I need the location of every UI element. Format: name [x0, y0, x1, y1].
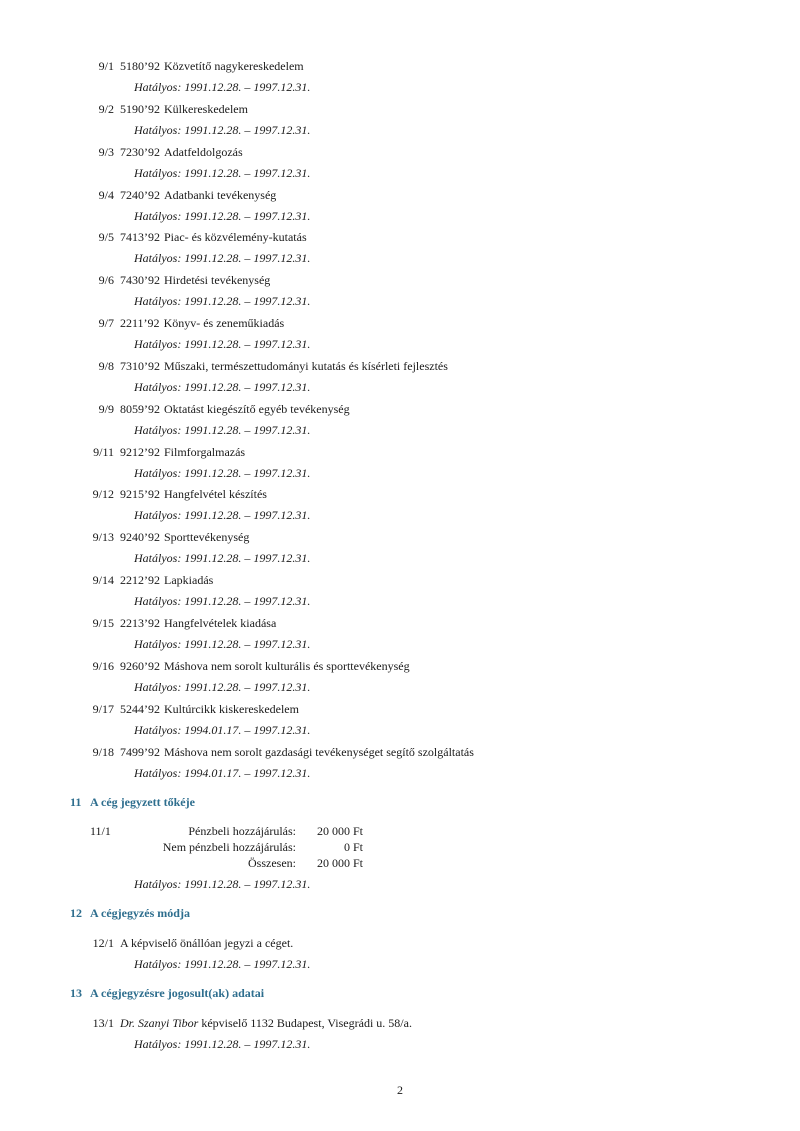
signing-method-entry [0, 935, 800, 971]
capital-value: 0 Ft [343, 840, 363, 854]
validity-text: Hatályos: 1991.12.28. – 1997.12.31. [134, 423, 311, 437]
section-title: A cég jegyzett tőkéje [90, 795, 195, 809]
activity-code: 2212’92 [120, 573, 160, 587]
entry-number: 9/5 [98, 230, 114, 244]
activity-code: 7413’92 [120, 230, 160, 244]
activity-text: Közvetítő nagykereskedelem [164, 59, 304, 73]
validity-text: Hatályos: 1991.12.28. – 1997.12.31. [134, 877, 311, 891]
entry-number: 9/12 [92, 487, 114, 501]
activity-entry-9-13 [0, 529, 800, 565]
activity-entry-9-4 [0, 187, 800, 223]
capital-value: 20 000 Ft [316, 824, 363, 838]
activity-text: Máshova nem sorolt gazdasági tevékenységet segítő szolgáltatás [164, 745, 474, 759]
activity-entry-9-2 [0, 101, 800, 137]
entry-number: 9/4 [98, 188, 114, 202]
activity-text: Máshova nem sorolt kulturális és sporttevékenység [164, 659, 410, 673]
capital-label: Pénzbeli hozzájárulás: [188, 824, 296, 838]
activity-entry-9-3 [0, 144, 800, 180]
activity-code: 9212’92 [120, 445, 160, 459]
entry-number: 9/17 [92, 702, 114, 716]
activity-text: Hangfelvétel készítés [164, 487, 267, 501]
capital-label: Összesen: [248, 856, 296, 870]
activity-entry-9-12 [0, 486, 800, 522]
activity-code: 5190’92 [120, 102, 160, 116]
capital-row-total [0, 855, 800, 871]
activity-code: 5180’92 [120, 59, 160, 73]
entry-number: 9/13 [92, 530, 114, 544]
entry-number: 9/14 [92, 573, 114, 587]
section-title: A cégjegyzés módja [90, 906, 190, 920]
entry-number: 9/8 [98, 359, 114, 373]
capital-row-noncash [0, 839, 800, 855]
validity-text: Hatályos: 1991.12.28. – 1997.12.31. [134, 680, 311, 694]
capital-label: Nem pénzbeli hozzájárulás: [162, 840, 296, 854]
activity-text: Sporttevékenység [164, 530, 250, 544]
section-heading-11 [70, 794, 195, 810]
activity-code: 7240’92 [120, 188, 160, 202]
activity-code: 7430’92 [120, 273, 160, 287]
validity-text: Hatályos: 1994.01.17. – 1997.12.31. [134, 766, 311, 780]
page-number: 2 [397, 1083, 403, 1097]
capital-row-cash [0, 823, 800, 839]
entry-number: 11/1 [90, 824, 111, 838]
section-heading-12 [70, 905, 190, 921]
entry-number: 9/2 [98, 102, 114, 116]
activity-text: Lapkiadás [164, 573, 214, 587]
activity-entry-9-18 [0, 744, 800, 780]
validity-text: Hatályos: 1991.12.28. – 1997.12.31. [134, 166, 311, 180]
activity-code: 7230’92 [120, 145, 160, 159]
activity-entry-9-9 [0, 401, 800, 437]
activity-text: Hirdetési tevékenység [164, 273, 271, 287]
activity-entry-9-11 [0, 444, 800, 480]
activity-text: Adatbanki tevékenység [164, 188, 277, 202]
activity-text: Adatfeldolgozás [164, 145, 243, 159]
section-number: 12 [70, 906, 82, 920]
activity-text: Könyv- és zeneműkiadás [163, 316, 285, 330]
section-number: 11 [70, 795, 82, 809]
validity-text: Hatályos: 1991.12.28. – 1997.12.31. [134, 251, 311, 265]
validity-text: Hatályos: 1991.12.28. – 1997.12.31. [134, 380, 311, 394]
activity-code: 9215’92 [120, 487, 160, 501]
activity-entry-9-15 [0, 615, 800, 651]
activity-entry-9-17 [0, 701, 800, 737]
activity-code: 9260’92 [120, 659, 160, 673]
entry-number: 9/11 [93, 445, 114, 459]
entry-number: 9/18 [92, 745, 114, 759]
activity-text: Kultúrcikk kiskereskedelem [164, 702, 299, 716]
activity-code: 7310’92 [120, 359, 160, 373]
activity-entry-9-7 [0, 315, 800, 351]
activity-code: 8059’92 [120, 402, 160, 416]
entry-number: 9/15 [92, 616, 114, 630]
entry-number: 9/16 [92, 659, 114, 673]
activity-entry-9-14 [0, 572, 800, 608]
validity-text: Hatályos: 1994.01.17. – 1997.12.31. [134, 723, 311, 737]
activity-text: Hangfelvételek kiadása [164, 616, 277, 630]
validity-text: Hatályos: 1991.12.28. – 1997.12.31. [134, 957, 311, 971]
validity-text: Hatályos: 1991.12.28. – 1997.12.31. [134, 594, 311, 608]
activity-text: Piac- és közvélemény-kutatás [164, 230, 307, 244]
validity-text: Hatályos: 1991.12.28. – 1997.12.31. [134, 209, 311, 223]
validity-text: Hatályos: 1991.12.28. – 1997.12.31. [134, 80, 311, 94]
activity-entry-9-8 [0, 358, 800, 394]
section-number: 13 [70, 986, 82, 1000]
signing-method-text: A képviselő önállóan jegyzi a céget. [120, 936, 294, 950]
activity-text: Oktatást kiegészítő egyéb tevékenység [164, 402, 350, 416]
validity-text: Hatályos: 1991.12.28. – 1997.12.31. [134, 294, 311, 308]
signatory-details: képviselő 1132 Budapest, Visegrádi u. 58/a. [201, 1016, 412, 1030]
entry-number: 13/1 [92, 1016, 114, 1030]
validity-text: Hatályos: 1991.12.28. – 1997.12.31. [134, 551, 311, 565]
validity-text: Hatályos: 1991.12.28. – 1997.12.31. [134, 508, 311, 522]
entry-number: 9/1 [98, 59, 114, 73]
signatory-entry [0, 1015, 800, 1051]
section-title: A cégjegyzésre jogosult(ak) adatai [90, 986, 265, 1000]
activity-code: 9240’92 [120, 530, 160, 544]
validity-text: Hatályos: 1991.12.28. – 1997.12.31. [134, 1037, 311, 1051]
signatory-name: Dr. Szanyi Tibor [120, 1016, 199, 1030]
entry-number: 9/7 [98, 316, 114, 330]
activity-entry-9-5 [0, 229, 800, 265]
activity-entry-9-16 [0, 658, 800, 694]
section-heading-13 [70, 985, 264, 1001]
activity-text: Filmforgalmazás [164, 445, 246, 459]
capital-value: 20 000 Ft [316, 856, 363, 870]
entry-number: 9/9 [98, 402, 114, 416]
entry-number: 9/6 [98, 273, 114, 287]
activity-code: 2213’92 [120, 616, 160, 630]
validity-text: Hatályos: 1991.12.28. – 1997.12.31. [134, 337, 311, 351]
activity-code: 5244’92 [120, 702, 160, 716]
activity-entry-9-6 [0, 272, 800, 308]
activity-code: 7499’92 [120, 745, 160, 759]
activity-code: 2211’92 [120, 316, 160, 330]
validity-text: Hatályos: 1991.12.28. – 1997.12.31. [134, 466, 311, 480]
validity-text: Hatályos: 1991.12.28. – 1997.12.31. [134, 637, 311, 651]
entry-number: 12/1 [92, 936, 114, 950]
activity-text: Műszaki, természettudományi kutatás és kísérleti fejlesztés [164, 359, 448, 373]
validity-text: Hatályos: 1991.12.28. – 1997.12.31. [134, 123, 311, 137]
entry-number: 9/3 [98, 145, 114, 159]
activity-text: Külkereskedelem [164, 102, 248, 116]
activity-entry-9-1 [0, 58, 800, 94]
